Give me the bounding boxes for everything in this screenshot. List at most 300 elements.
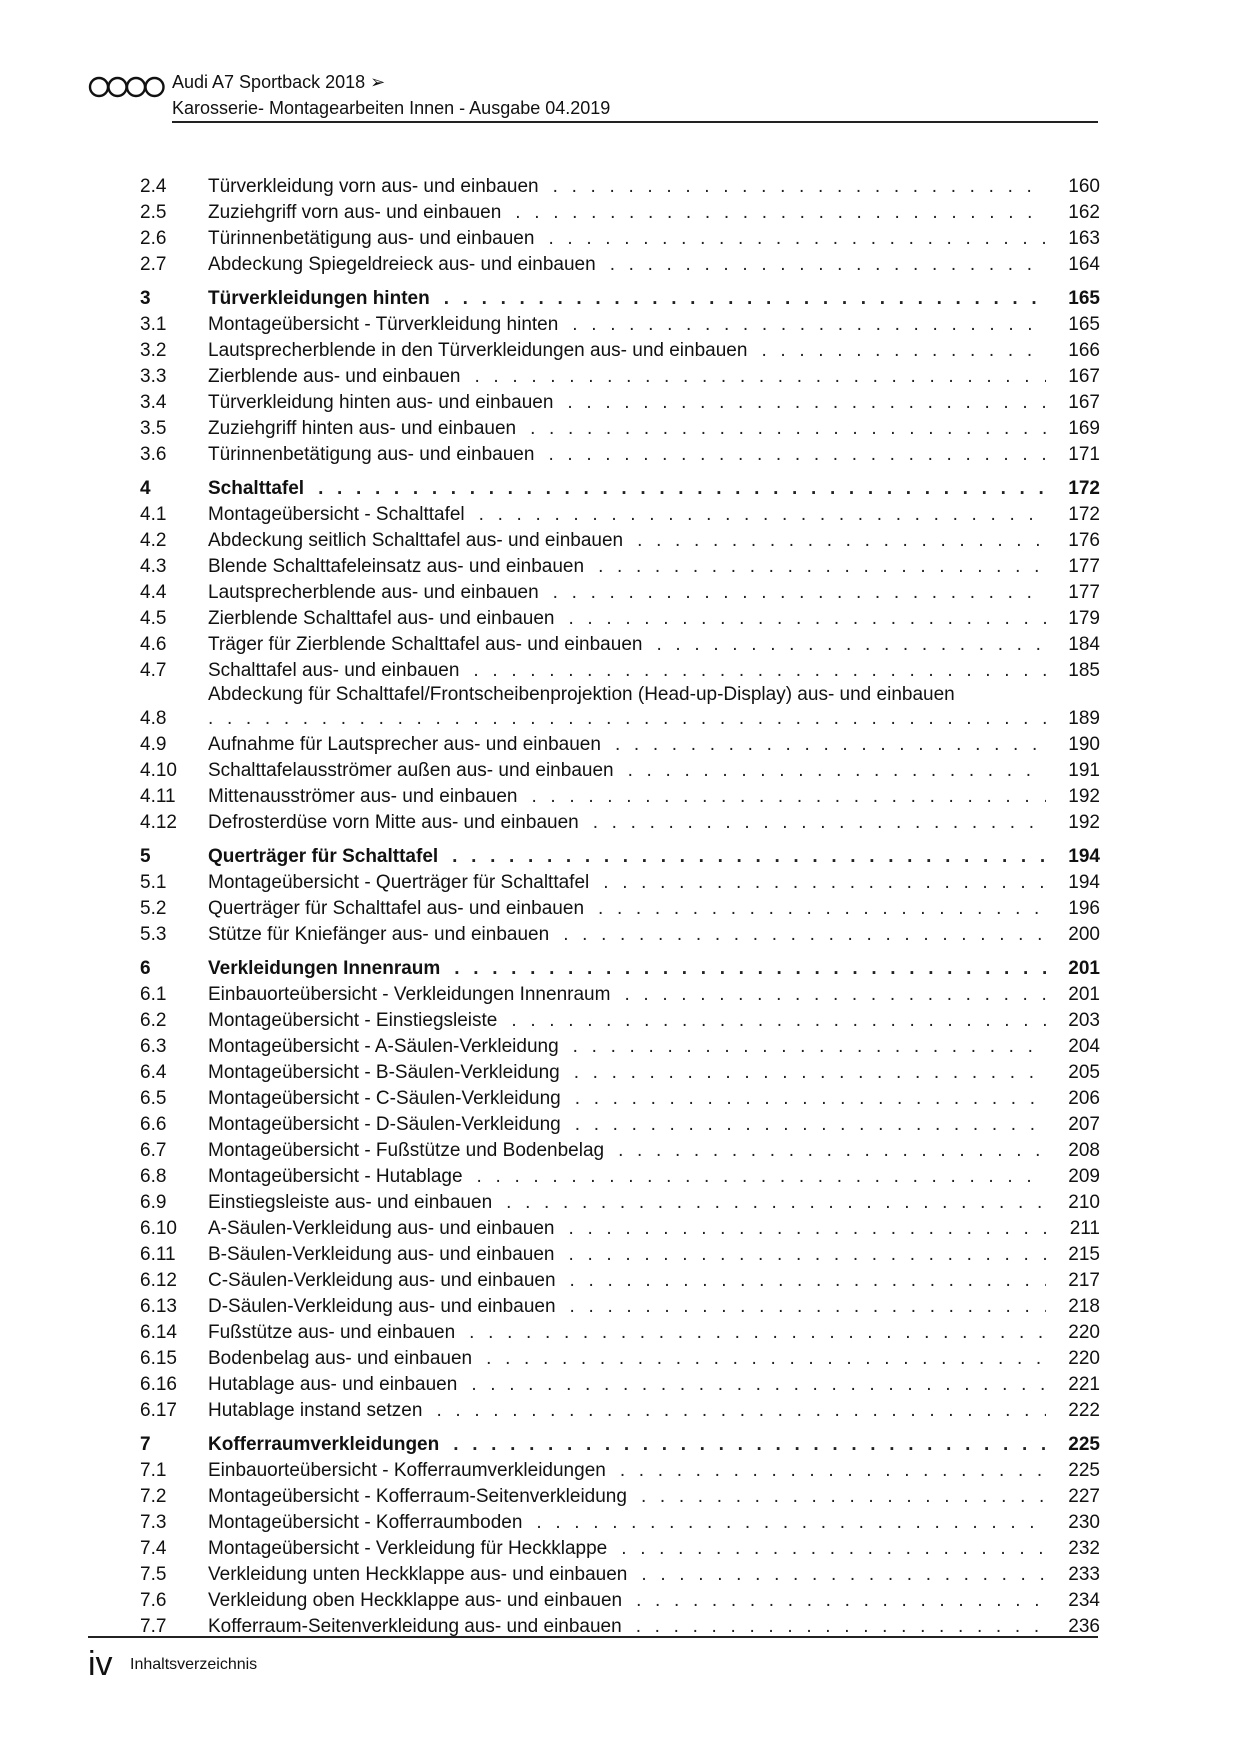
toc-entry-page: 194: [1068, 846, 1100, 867]
toc-entry-row[interactable]: [140, 390, 1100, 416]
footer-page-number: iv: [88, 1645, 113, 1683]
toc-entry-body: [208, 176, 1100, 200]
toc-entry-row[interactable]: [140, 1588, 1100, 1614]
toc-entry-body: [208, 228, 1100, 252]
toc-chapter-row[interactable]: [140, 284, 1100, 312]
toc-entry-title: Mittenausströmer aus- und einbauen: [208, 786, 518, 807]
toc-entry-body: [208, 288, 1100, 312]
toc-entry-row[interactable]: [140, 1484, 1100, 1510]
toc-entry-title: Querträger für Schalttafel: [208, 846, 439, 867]
toc-leader-dots: [318, 478, 1046, 502]
toc-leader-dots: [572, 314, 1046, 338]
toc-entry-title: Defrosterdüse vorn Mitte aus- und einbauen: [208, 812, 579, 833]
toc-entry-row[interactable]: [140, 922, 1100, 948]
toc-entry-page: 220: [1068, 1322, 1100, 1343]
toc-entry-title: Schalttafel aus- und einbauen: [208, 660, 460, 681]
toc-entry-row[interactable]: [140, 896, 1100, 922]
toc-leader-dots: [567, 392, 1046, 416]
toc-entry-row[interactable]: [140, 606, 1100, 632]
toc-leader-dots: [536, 1512, 1046, 1536]
toc-leader-dots: [618, 1140, 1046, 1164]
toc-entry-page: 177: [1068, 556, 1100, 577]
toc-leader-dots: [624, 984, 1046, 1008]
toc-entry-number: 3.4: [140, 392, 167, 413]
toc-entry-body: [208, 418, 1100, 442]
toc-entry-page: 207: [1068, 1114, 1100, 1135]
toc-entry-body: [208, 444, 1100, 468]
toc-leader-dots: [641, 1564, 1046, 1588]
toc-entry-body: [208, 984, 1100, 1008]
toc-entry-row[interactable]: [140, 1242, 1100, 1268]
toc-entry-row[interactable]: [140, 528, 1100, 554]
toc-entry-page: 192: [1068, 812, 1100, 833]
toc-entry-number: 2.6: [140, 228, 167, 249]
toc-entry-page: 208: [1068, 1140, 1100, 1161]
toc-entry-page: 167: [1068, 392, 1100, 413]
toc-entry-row[interactable]: [140, 502, 1100, 528]
toc-entry-body: [208, 734, 1100, 758]
toc-leader-dots: [471, 1374, 1046, 1398]
toc-entry-title: Lautsprecherblende aus- und einbauen: [208, 582, 539, 603]
footer-section-label: Inhaltsverzeichnis: [130, 1656, 258, 1673]
toc-entry-title: Abdeckung Spiegeldreieck aus- und einbauen: [208, 254, 596, 275]
toc-entry-body: [208, 1218, 1100, 1242]
toc-entry-number: 4.3: [140, 556, 167, 577]
toc-entry-body: [208, 1486, 1100, 1510]
toc-entry-number: 3.2: [140, 340, 167, 361]
toc-entry-body: [208, 1010, 1100, 1034]
toc-leader-dots: [477, 1166, 1046, 1190]
toc-entry-number: 6.3: [140, 1036, 167, 1057]
toc-entry-title: Fußstütze aus- und einbauen: [208, 1322, 456, 1343]
toc-leader-dots: [548, 444, 1046, 468]
toc-entry-body: [208, 958, 1100, 982]
toc-entry-number: 3.3: [140, 366, 167, 387]
toc-leader-dots: [603, 872, 1046, 896]
toc-entry-body: [208, 1296, 1100, 1320]
toc-entry-row[interactable]: [140, 1216, 1100, 1242]
toc-entry-body: [208, 786, 1100, 810]
toc-leader-dots: [570, 1296, 1046, 1320]
toc-entry-title: Verkleidung unten Heckklappe aus- und einbauen: [208, 1564, 628, 1585]
toc-entry-continuation: [208, 708, 1100, 732]
toc-leader-dots: [568, 608, 1046, 632]
toc-entry-page: 210: [1068, 1192, 1100, 1213]
toc-leader-dots: [641, 1486, 1046, 1510]
toc-entry-page: 184: [1068, 634, 1100, 655]
toc-entry-row[interactable]: [140, 416, 1100, 442]
toc-leader-dots: [575, 1088, 1046, 1112]
toc-entry-body: [208, 504, 1100, 528]
toc-entry-page: 205: [1068, 1062, 1100, 1083]
toc-entry-number: 7.1: [140, 1460, 167, 1481]
toc-entry-title: Montageübersicht - Türverkleidung hinten: [208, 314, 559, 335]
header-manual-subtitle: Karosserie- Montagearbeiten Innen - Ausgabe 04.2019: [172, 98, 611, 118]
toc-entry-body: [208, 1244, 1100, 1268]
toc-entry-title: Bodenbelag aus- und einbauen: [208, 1348, 473, 1369]
toc-entry-row[interactable]: [140, 364, 1100, 390]
toc-entry-row[interactable]: [140, 200, 1100, 226]
toc-leader-dots: [486, 1348, 1046, 1372]
toc-entry-title: Türverkleidungen hinten: [208, 288, 430, 309]
toc-entry-title: Montageübersicht - B-Säulen-Verkleidung: [208, 1062, 560, 1083]
toc-entry-row[interactable]: [140, 758, 1100, 784]
toc-chapter-row[interactable]: [140, 842, 1100, 870]
toc-entry-number: 7: [140, 1434, 151, 1455]
toc-leader-dots: [637, 530, 1046, 554]
toc-entry-body: [208, 898, 1100, 922]
toc-entry-number: 5.3: [140, 924, 167, 945]
toc-entry-title: Kofferraum-Seitenverkleidung aus- und einbauen: [208, 1616, 622, 1637]
toc-entry-page: 200: [1068, 924, 1100, 945]
toc-entry-body: [208, 608, 1100, 632]
toc-entry-number: 5.2: [140, 898, 167, 919]
toc-entry-number: 6.17: [140, 1400, 177, 1421]
toc-entry-number: 6.9: [140, 1192, 167, 1213]
toc-entry-body: [208, 1062, 1100, 1086]
toc-entry-row[interactable]: [140, 784, 1100, 810]
toc-entry-row[interactable]: [140, 658, 1100, 684]
toc-entry-row[interactable]: [140, 1320, 1100, 1346]
toc-entry-body: [208, 530, 1100, 554]
toc-entry-page: 179: [1068, 608, 1100, 629]
toc-entry-body: [208, 1166, 1100, 1190]
toc-entry-number: 6.8: [140, 1166, 167, 1187]
toc-entry-title: Montageübersicht - Kofferraum-Seitenverkleidung: [208, 1486, 627, 1507]
toc-entry-number: 6.12: [140, 1270, 177, 1291]
toc-entry-page: 232: [1068, 1538, 1100, 1559]
toc-entry-row[interactable]: [140, 1268, 1100, 1294]
toc-entry-page: 172: [1068, 504, 1100, 525]
toc-entry-body: [208, 582, 1100, 606]
toc-entry-page: 218: [1068, 1296, 1100, 1317]
toc-entry-title: Zierblende Schalttafel aus- und einbauen: [208, 608, 555, 629]
toc-entry-title: Lautsprecherblende in den Türverkleidungen aus- und einbauen: [208, 340, 748, 361]
toc-entry-title: Zuziehgriff vorn aus- und einbauen: [208, 202, 502, 223]
toc-entry-title: Türverkleidung vorn aus- und einbauen: [208, 176, 539, 197]
toc-leader-dots: [628, 760, 1046, 784]
toc-entry-number: 6.15: [140, 1348, 177, 1369]
toc-entry-body: [208, 660, 1100, 684]
toc-leader-dots: [436, 1400, 1046, 1424]
toc-entry-title: Montageübersicht - Querträger für Schalttafel: [208, 872, 590, 893]
toc-entry-page: 215: [1068, 1244, 1100, 1265]
toc-entry-body: [208, 1036, 1100, 1060]
toc-entry-body: [208, 1270, 1100, 1294]
toc-entry-page: 201: [1068, 984, 1100, 1005]
toc-entry-row[interactable]: [140, 1086, 1100, 1112]
toc-entry-row[interactable]: [140, 1294, 1100, 1320]
toc-entry-body: [208, 392, 1100, 416]
toc-entry-row[interactable]: [140, 1034, 1100, 1060]
toc-entry-title: Einbauorteübersicht - Kofferraumverkleidungen: [208, 1460, 606, 1481]
toc-entry-title: Türinnenbetätigung aus- und einbauen: [208, 228, 535, 249]
toc-entry-number: 4: [140, 478, 151, 499]
toc-entry-title: Montageübersicht - A-Säulen-Verkleidung: [208, 1036, 559, 1057]
toc-entry-body: [208, 1400, 1100, 1424]
toc-entry-row[interactable]: [140, 226, 1100, 252]
toc-entry-number: 2.7: [140, 254, 167, 275]
header-divider: [172, 121, 1098, 123]
toc-leader-dots: [454, 958, 1046, 982]
toc-entry-body: [208, 254, 1100, 278]
toc-entry-page: 192: [1068, 786, 1100, 807]
toc-entry-row[interactable]: [140, 580, 1100, 606]
toc-entry-number: 4.7: [140, 660, 167, 681]
toc-entry-title: Verkleidungen Innenraum: [208, 958, 441, 979]
toc-entry-number: 7.4: [140, 1538, 167, 1559]
toc-leader-dots: [208, 708, 1046, 732]
toc-entry-number: 2.5: [140, 202, 167, 223]
toc-leader-dots: [598, 898, 1046, 922]
toc-entry-row[interactable]: [140, 1138, 1100, 1164]
toc-leader-dots: [474, 366, 1046, 390]
toc-entry-page: 234: [1068, 1590, 1100, 1611]
toc-entry-page: 190: [1068, 734, 1100, 755]
toc-leader-dots: [511, 1010, 1046, 1034]
toc-entry-number: 7.6: [140, 1590, 167, 1611]
toc-entry-number: 4.12: [140, 812, 177, 833]
toc-entry-row[interactable]: [140, 312, 1100, 338]
toc-entry-page: 160: [1068, 176, 1100, 197]
toc-entry-title: Montageübersicht - Kofferraumboden: [208, 1512, 523, 1533]
toc-entry-row[interactable]: [140, 252, 1100, 278]
toc-entry-title: Einstiegsleiste aus- und einbauen: [208, 1192, 493, 1213]
toc-entry-body: [208, 1192, 1100, 1216]
toc-entry-page: 196: [1068, 898, 1100, 919]
toc-entry-title: Montageübersicht - Einstiegsleiste: [208, 1010, 498, 1031]
toc-leader-dots: [598, 556, 1046, 580]
toc-entry-row[interactable]: [140, 1562, 1100, 1588]
toc-entry-title: Blende Schalttafeleinsatz aus- und einbauen: [208, 556, 585, 577]
toc-entry-page: 176: [1068, 530, 1100, 551]
toc-entry-row[interactable]: [140, 810, 1100, 836]
toc-entry-number: 4.9: [140, 734, 167, 755]
toc-entry-row[interactable]: [140, 982, 1100, 1008]
toc-entry-page: 209: [1068, 1166, 1100, 1187]
toc-entry-row[interactable]: [140, 1190, 1100, 1216]
toc-leader-dots: [531, 786, 1046, 810]
toc-entry-number: 4.8: [140, 708, 167, 729]
audi-rings-logo: [88, 76, 166, 98]
toc-entry-page: 164: [1068, 254, 1100, 275]
toc-entry-number: 6.4: [140, 1062, 167, 1083]
toc-leader-dots: [593, 812, 1046, 836]
toc-entry-page: 165: [1068, 288, 1100, 309]
toc-entry-row[interactable]: [140, 1458, 1100, 1484]
toc-entry-row[interactable]: [140, 1112, 1100, 1138]
toc-entry-number: 6.2: [140, 1010, 167, 1031]
toc-entry-number: 6.6: [140, 1114, 167, 1135]
toc-leader-dots: [610, 254, 1046, 278]
toc-entry-number: 2.4: [140, 176, 167, 197]
toc-chapter-row[interactable]: [140, 1430, 1100, 1458]
toc-entry-title: Stütze für Kniefänger aus- und einbauen: [208, 924, 550, 945]
toc-entry-page: 166: [1068, 340, 1100, 361]
toc-entry-page: 189: [1068, 708, 1100, 729]
toc-entry-page: 220: [1068, 1348, 1100, 1369]
toc-entry-title: Montageübersicht - C-Säulen-Verkleidung: [208, 1088, 561, 1109]
toc-leader-dots: [473, 660, 1046, 684]
toc-entry-title: Montageübersicht - D-Säulen-Verkleidung: [208, 1114, 561, 1135]
toc-leader-dots: [515, 202, 1046, 226]
toc-leader-dots: [568, 1244, 1046, 1268]
toc-entry-body: [208, 1088, 1100, 1112]
toc-entry-page: 221: [1068, 1374, 1100, 1395]
toc-entry-title: Türinnenbetätigung aus- und einbauen: [208, 444, 535, 465]
toc-leader-dots: [444, 288, 1046, 312]
toc-entry-row[interactable]: [140, 442, 1100, 468]
toc-entry-body: [208, 634, 1100, 658]
toc-entry-body: [208, 366, 1100, 390]
toc-entry-number: 4.10: [140, 760, 177, 781]
toc-leader-dots: [563, 924, 1046, 948]
toc-entry-title: Zuziehgriff hinten aus- und einbauen: [208, 418, 517, 439]
toc-entry-title: Abdeckung für Schalttafel/Frontscheibenprojektion (Head-up-Display) aus- und einbauen: [208, 684, 955, 705]
toc-entry-body: [208, 1460, 1100, 1484]
toc-entry-number: 6.13: [140, 1296, 177, 1317]
toc-entry-row[interactable]: [140, 1398, 1100, 1424]
toc-entry-row[interactable]: [140, 732, 1100, 758]
toc-entry-row[interactable]: [140, 1164, 1100, 1190]
toc-chapter-row[interactable]: [140, 474, 1100, 502]
toc-entry-title: Abdeckung seitlich Schalttafel aus- und einbauen: [208, 530, 624, 551]
toc-entry-page: 169: [1068, 418, 1100, 439]
toc-entry-row[interactable]: [140, 632, 1100, 658]
toc-leader-dots: [548, 228, 1046, 252]
toc-entry-body: [208, 1140, 1100, 1164]
toc-entry-body: [208, 924, 1100, 948]
toc-entry-page: 204: [1068, 1036, 1100, 1057]
toc-entry-number: 4.2: [140, 530, 167, 551]
toc-entry-title: Schalttafelausströmer außen aus- und einbauen: [208, 760, 614, 781]
toc-entry-page: 171: [1068, 444, 1100, 465]
toc-leader-dots: [469, 1322, 1046, 1346]
toc-entry-title: Montageübersicht - Hutablage: [208, 1166, 463, 1187]
toc-leader-dots: [452, 846, 1046, 870]
toc-entry-row[interactable]: [140, 174, 1100, 200]
toc-entry-body: [208, 872, 1100, 896]
toc-entry-body: [208, 1348, 1100, 1372]
toc-entry-page: 194: [1068, 872, 1100, 893]
toc-entry-body: [208, 1434, 1100, 1458]
toc-entry-row[interactable]: [140, 1346, 1100, 1372]
toc-leader-dots: [761, 340, 1046, 364]
toc-entry-number: 4.6: [140, 634, 167, 655]
toc-entry-number: 3.1: [140, 314, 167, 335]
toc-entry-page: 172: [1068, 478, 1100, 499]
toc-leader-dots: [553, 582, 1046, 606]
toc-leader-dots: [506, 1192, 1046, 1216]
toc-entry-row[interactable]: [140, 1060, 1100, 1086]
toc-leader-dots: [553, 176, 1046, 200]
toc-entry-body: [208, 1322, 1100, 1346]
toc-entry-body: [208, 1538, 1100, 1562]
toc-entry-number: 4.4: [140, 582, 167, 603]
toc-entry-body: [208, 202, 1100, 226]
toc-entry-body: [208, 314, 1100, 338]
toc-entry-body: [208, 1374, 1100, 1398]
toc-entry-body: [208, 684, 1100, 732]
toc-chapter-row[interactable]: [140, 954, 1100, 982]
toc-entry-number: 4.1: [140, 504, 167, 525]
toc-entry-row[interactable]: [140, 1510, 1100, 1536]
toc-entry-page: 203: [1068, 1010, 1100, 1031]
toc-entry-title: Montageübersicht - Fußstütze und Bodenbelag: [208, 1140, 605, 1161]
toc-entry-number: 4.5: [140, 608, 167, 629]
toc-entry-body: [208, 812, 1100, 836]
toc-entry-title: D-Säulen-Verkleidung aus- und einbauen: [208, 1296, 556, 1317]
toc-entry-row[interactable]: [140, 554, 1100, 580]
toc-entry-page: 206: [1068, 1088, 1100, 1109]
toc-entry-page: 177: [1068, 582, 1100, 603]
toc-entry-number: 6.16: [140, 1374, 177, 1395]
table-of-contents: [140, 174, 1100, 1640]
toc-entry-number: 7.5: [140, 1564, 167, 1585]
toc-entry-page: 162: [1068, 202, 1100, 223]
toc-entry-number: 7.2: [140, 1486, 167, 1507]
toc-leader-dots: [453, 1434, 1046, 1458]
toc-leader-dots: [479, 504, 1046, 528]
toc-entry-number: 6.5: [140, 1088, 167, 1109]
toc-entry-page: 230: [1068, 1512, 1100, 1533]
toc-entry-page: 201: [1068, 958, 1100, 979]
toc-entry-number: 6.11: [140, 1244, 176, 1265]
toc-leader-dots: [530, 418, 1046, 442]
toc-entry-title: Schalttafel: [208, 478, 305, 499]
toc-entry-body: [208, 1590, 1100, 1614]
toc-leader-dots: [575, 1114, 1046, 1138]
toc-entry-row[interactable]: [140, 684, 1100, 732]
toc-entry-row[interactable]: [140, 1536, 1100, 1562]
toc-entry-page: 211: [1069, 1218, 1100, 1239]
toc-entry-title: Einbauorteübersicht - Verkleidungen Innenraum: [208, 984, 611, 1005]
toc-entry-page: 191: [1068, 760, 1100, 781]
toc-entry-page: 227: [1068, 1486, 1100, 1507]
toc-entry-title: C-Säulen-Verkleidung aus- und einbauen: [208, 1270, 556, 1291]
toc-entry-page: 165: [1068, 314, 1100, 335]
toc-entry-number: 6.14: [140, 1322, 177, 1343]
toc-entry-title: Hutablage aus- und einbauen: [208, 1374, 458, 1395]
toc-entry-number: 6.10: [140, 1218, 177, 1239]
toc-leader-dots: [620, 1460, 1046, 1484]
toc-entry-row[interactable]: [140, 338, 1100, 364]
toc-entry-body: [208, 478, 1100, 502]
toc-leader-dots: [573, 1036, 1046, 1060]
toc-entry-title: Zierblende aus- und einbauen: [208, 366, 461, 387]
toc-entry-number: 5: [140, 846, 151, 867]
toc-entry-page: 217: [1068, 1270, 1100, 1291]
toc-entry-body: [208, 1512, 1100, 1536]
toc-entry-number: 3: [140, 288, 151, 309]
toc-entry-number: 6.7: [140, 1140, 167, 1161]
toc-entry-row[interactable]: [140, 1008, 1100, 1034]
toc-entry-page: 222: [1068, 1400, 1100, 1421]
toc-entry-row[interactable]: [140, 1372, 1100, 1398]
toc-entry-number: 6.1: [140, 984, 167, 1005]
toc-entry-number: 7.7: [140, 1616, 167, 1637]
toc-entry-page: 185: [1068, 660, 1100, 681]
toc-entry-row[interactable]: [140, 870, 1100, 896]
toc-entry-number: 3.6: [140, 444, 167, 465]
toc-entry-body: [208, 556, 1100, 580]
toc-entry-title: Träger für Zierblende Schalttafel aus- und einbauen: [208, 634, 643, 655]
toc-entry-number: 4.11: [140, 786, 176, 807]
toc-entry-body: [208, 1564, 1100, 1588]
toc-entry-body: [208, 760, 1100, 784]
toc-entry-number: 5.1: [140, 872, 167, 893]
toc-entry-page: 233: [1068, 1564, 1100, 1585]
